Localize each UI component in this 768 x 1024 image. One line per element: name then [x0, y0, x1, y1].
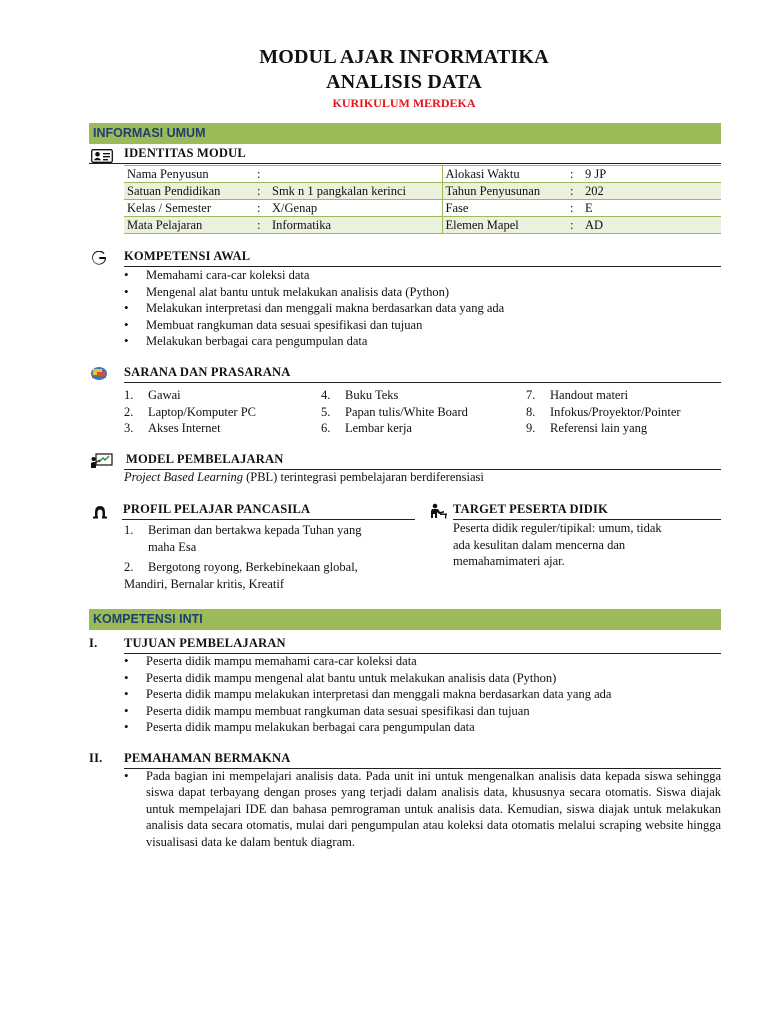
item-text: Akses Internet [148, 421, 221, 435]
tujuan-numeral: I. [89, 636, 98, 650]
list-item [124, 420, 256, 437]
identitas-value: X/Genap [269, 200, 442, 217]
identitas-label: Elemen Mapel [442, 217, 567, 234]
identitas-rule [89, 163, 721, 164]
item-text: Bergotong royong, Berkebinekaan global, [148, 560, 358, 574]
list-item: • Melakukan berbagai cara pengumpulan data [124, 333, 504, 350]
item-continuation: maha Esa [148, 539, 197, 554]
item-text: Lembar kerja [345, 421, 412, 435]
item-text: Papan tulis/White Board [345, 404, 468, 419]
item-text: Handout materi [550, 388, 629, 402]
identitas-value: AD [582, 217, 721, 234]
list-item [321, 420, 468, 437]
identitas-colon: : [567, 200, 582, 217]
kompetensi-awal-list [124, 267, 504, 350]
identitas-table [124, 165, 721, 234]
target-line: memahamimateri ajar. [453, 554, 565, 568]
identitas-value: Informatika [269, 217, 442, 234]
identitas-value [269, 166, 442, 183]
item-number: 1. [124, 523, 134, 537]
item-number: 6. [321, 421, 331, 435]
item-number: 3. [124, 421, 134, 435]
identitas-label: Alokasi Waktu [442, 166, 567, 183]
list-item [321, 404, 468, 421]
model-heading: MODEL PEMBELAJARAN [126, 452, 284, 466]
document-title: MODUL AJAR INFORMATIKA [259, 46, 549, 68]
item-text: Beriman dan bertakwa kepada Tuhan yang [148, 523, 362, 537]
identitas-label: Tahun Penyusunan [442, 183, 567, 200]
list-item [321, 387, 468, 404]
id-card-icon [91, 149, 113, 167]
blackboard-icon [90, 453, 114, 473]
identitas-row [124, 183, 721, 200]
list-item: • Peserta didik mampu melakukan interpretasi dan menggali makna berdasarkan data yang ada [124, 686, 611, 703]
section-bar-kompetensi-inti: KOMPETENSI INTI [89, 609, 721, 630]
identitas-label: Nama Penyusun [124, 166, 254, 183]
tujuan-list [124, 653, 611, 736]
identitas-value: 202 [582, 183, 721, 200]
g-logo-icon [91, 251, 107, 269]
sarana-rule [124, 382, 721, 383]
sarana-column-1 [124, 387, 256, 437]
document-subject: ANALISIS DATA [326, 71, 482, 93]
tools-icon [90, 365, 108, 385]
list-item: • Membuat rangkuman data sesuai spesifikasi dan tujuan [124, 317, 504, 334]
identitas-colon: : [254, 183, 269, 200]
list-item: • Melakukan interpretasi dan menggali makna berdasarkan data yang ada [124, 300, 504, 317]
identitas-value: 9 JP [582, 166, 721, 183]
item-number: 1. [124, 388, 134, 402]
pemahaman-heading: PEMAHAMAN BERMAKNA [124, 751, 291, 765]
list-item: • Mengenal alat bantu untuk melakukan analisis data (Python) [124, 284, 504, 301]
identitas-modul-heading: IDENTITAS MODUL [124, 146, 246, 160]
sarana-column-2 [321, 387, 468, 437]
identitas-row [124, 200, 721, 217]
target-heading: TARGET PESERTA DIDIK [453, 502, 608, 516]
list-item: • Peserta didik mampu memahami cara-car koleksi data [124, 653, 611, 670]
list-item [526, 387, 681, 404]
item-text: Referensi lain yang [550, 421, 648, 435]
identitas-row [124, 166, 721, 183]
list-item [526, 420, 681, 437]
sarana-heading: SARANA DAN PRASARANA [124, 365, 291, 379]
profil-rule [122, 519, 415, 520]
pemahaman-bullet: • [124, 768, 129, 783]
item-number: 4. [321, 388, 331, 402]
target-description [453, 520, 662, 570]
item-text: Laptop/Komputer PC [148, 404, 256, 419]
list-item [124, 387, 256, 404]
item-number: 8. [526, 404, 536, 419]
identitas-label: Kelas / Semester [124, 200, 254, 217]
list-item: • Peserta didik mampu melakukan berbagai cara pengumpulan data [124, 719, 611, 736]
model-description [124, 470, 484, 485]
item-text: Buku Teks [345, 388, 399, 402]
profil-list [124, 522, 361, 592]
item-number: 9. [526, 421, 536, 435]
list-item [124, 559, 361, 576]
pemahaman-paragraph: Pada bagian ini mempelajari analisis data. Pada unit ini untuk mengenalkan analisis data kepada siswa sehingga siswa dapat terbayang dengan proses yang terjadi dalam analisis data, khususnya secara otomatis. Siswa diajak untuk mempelajari IDE dan bahasa pemrograman untuk analisis data. Kemudian, siswa diajak untuk melakukan analisis data secara otomatis, mulai dari pengumpulan atau koleksi data otomatis melalui scraping website hingga visualisasi data ke dalam bentuk diagram. [146, 769, 721, 849]
curriculum-subtitle: KURIKULUM MERDEKA [332, 96, 476, 110]
identitas-label: Fase [442, 200, 567, 217]
identitas-colon: : [567, 217, 582, 234]
item-continuation: Mandiri, Bernalar kritis, Kreatif [124, 576, 285, 591]
list-item [526, 404, 681, 421]
pemahaman-numeral: II. [89, 751, 103, 765]
item-number: 2. [124, 560, 134, 574]
list-item [124, 404, 256, 421]
item-text: Infokus/Proyektor/Pointer [550, 404, 681, 419]
target-line: Peserta didik reguler/tipikal: umum, tidak [453, 521, 662, 535]
list-item: • Peserta didik mampu membuat rangkuman data sesuai spesifikasi dan tujuan [124, 703, 611, 720]
item-number: 7. [526, 388, 536, 402]
identitas-value: E [582, 200, 721, 217]
identitas-value: Smk n 1 pangkalan kerinci [269, 183, 442, 200]
model-detail: (PBL) terintegrasi pembelajaran berdiferensiasi [242, 470, 484, 484]
item-number: 5. [321, 404, 331, 419]
model-name: Project Based Learning [124, 470, 243, 484]
pancasila-icon [92, 505, 108, 523]
list-item [124, 522, 361, 539]
student-desk-icon [430, 503, 448, 523]
identitas-colon: : [254, 217, 269, 234]
identitas-colon: : [567, 183, 582, 200]
identitas-colon: : [254, 166, 269, 183]
identitas-label: Mata Pelajaran [124, 217, 254, 234]
item-number: 2. [124, 404, 134, 419]
kompetensi-awal-heading: KOMPETENSI AWAL [124, 249, 251, 263]
sarana-column-3 [526, 387, 681, 437]
list-item: • Memahami cara-car koleksi data [124, 267, 504, 284]
identitas-label: Satuan Pendidikan [124, 183, 254, 200]
identitas-colon: : [254, 200, 269, 217]
list-item: • Peserta didik mampu mengenal alat bantu untuk melakukan analisis data (Python) [124, 670, 611, 687]
identitas-row [124, 217, 721, 234]
item-text: Gawai [148, 388, 181, 402]
profil-heading: PROFIL PELAJAR PANCASILA [123, 502, 311, 516]
identitas-colon: : [567, 166, 582, 183]
section-bar-informasi-umum: INFORMASI UMUM [89, 123, 721, 144]
tujuan-heading: TUJUAN PEMBELAJARAN [124, 636, 286, 650]
target-line: ada kesulitan dalam mencerna dan [453, 537, 626, 552]
